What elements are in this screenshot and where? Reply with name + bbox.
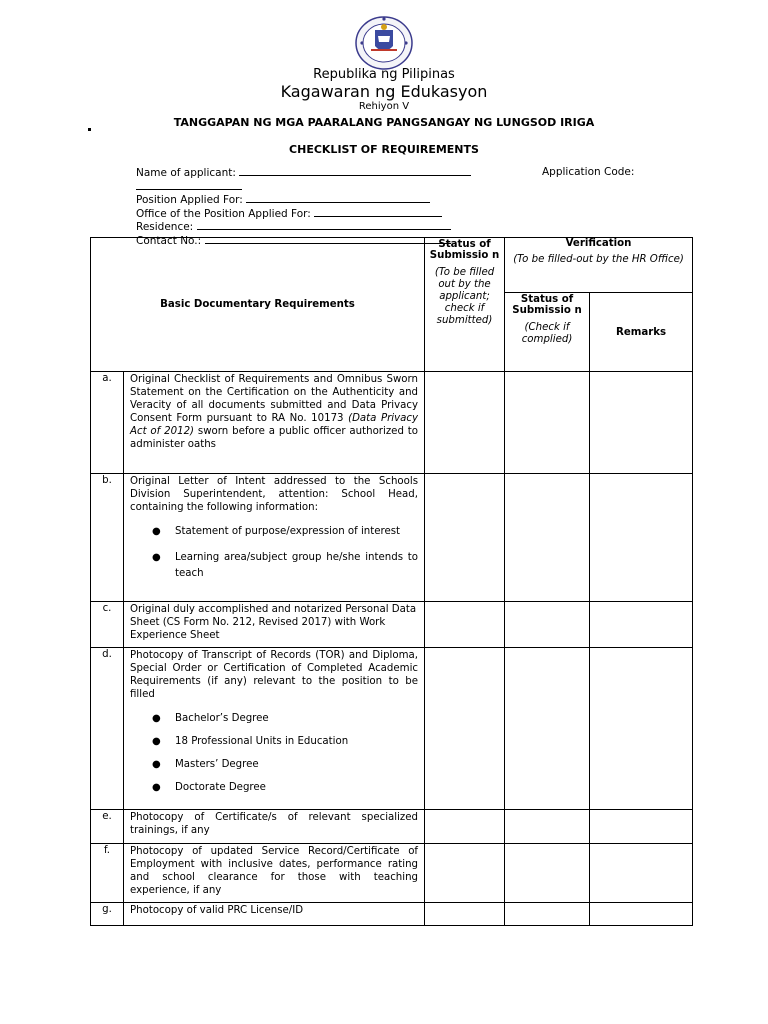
row-letter: f.	[91, 844, 124, 903]
row-requirement: Original duly accomplished and notarized Personal Data Sheet (CS Form No. 212, Revised 2017) with Work Experience Sheet	[124, 602, 425, 648]
row-text: Original Letter of Intent addressed to the Schools Division Superintendent, attention: School Head, containing the following information:	[130, 476, 419, 513]
hr-check-cell[interactable]	[505, 844, 590, 903]
name-continuation-row	[136, 180, 471, 194]
table-row	[91, 474, 693, 602]
row-letter: d.	[91, 648, 124, 810]
residence-field-line[interactable]	[197, 220, 451, 230]
row-letter: b.	[91, 474, 124, 602]
residence-row	[136, 220, 471, 234]
department-heading: Kagawaran ng Edukasyon	[280, 82, 488, 101]
remarks-cell[interactable]	[590, 903, 693, 926]
hr-check-cell[interactable]	[505, 648, 590, 810]
position-label: Position Applied For:	[136, 194, 243, 206]
office-row	[136, 207, 471, 221]
division-office-heading: TANGGAPAN NG MGA PAARALANG PANGSANGAY NG LUNGSOD IRIGA	[173, 116, 595, 129]
bullet-item: ● Learning area/subject group he/she intends to teach	[130, 550, 418, 582]
republic-heading: Republika ng Pilipinas	[313, 67, 455, 82]
office-label: Office of the Position Applied For:	[136, 207, 311, 220]
row-text-italic: (Data Privacy Act of 2012)	[130, 413, 419, 437]
applicant-fields	[136, 166, 471, 247]
remarks-cell[interactable]	[590, 602, 693, 648]
header-remarks: Remarks	[590, 293, 693, 372]
table-row	[91, 648, 693, 810]
region-heading: Rehiyon V	[358, 101, 410, 112]
row-text: Original Checklist of Requirements and Omnibus Sworn Statement on the Certification on the Authenticity and Veracity of all documents submitted and Data Privacy Consent Form pursuant to RA No. 10173	[130, 374, 419, 424]
row-letter: a.	[91, 372, 124, 474]
table-row	[91, 602, 693, 648]
row-requirement: Photocopy of Certificate/s of relevant specialized trainings, if any	[124, 810, 425, 844]
hr-check-cell[interactable]	[505, 474, 590, 602]
position-field-line[interactable]	[246, 193, 430, 203]
header-applicant-status-note: (To be filled out by the applicant; check if submitted)	[434, 267, 495, 326]
remarks-cell[interactable]	[590, 372, 693, 474]
requirements-table	[90, 234, 693, 926]
applicant-check-cell[interactable]	[425, 372, 505, 474]
bullet-item: ● Bachelor’s Degree	[130, 711, 418, 727]
residence-label: Residence:	[136, 221, 194, 233]
hr-check-cell[interactable]	[505, 903, 590, 926]
header-verif-status-title: Status of Submissio n	[512, 294, 582, 316]
row-letter: c.	[91, 602, 124, 648]
row-requirement	[124, 474, 425, 602]
remarks-cell[interactable]	[590, 844, 693, 903]
applicant-check-cell[interactable]	[425, 648, 505, 810]
applicant-check-cell[interactable]	[425, 903, 505, 926]
position-row	[136, 193, 471, 207]
applicant-check-cell[interactable]	[425, 810, 505, 844]
application-code-label: Application Code:	[542, 166, 635, 178]
office-field-line[interactable]	[314, 207, 442, 217]
applicant-check-cell[interactable]	[425, 844, 505, 903]
row-requirement	[124, 372, 425, 474]
remarks-cell[interactable]	[590, 474, 693, 602]
hr-check-cell[interactable]	[505, 372, 590, 474]
stray-dot	[88, 128, 91, 131]
header-applicant-status-title: Status of Submissio n	[429, 239, 500, 261]
bullet-item: ● 18 Professional Units in Education	[130, 734, 418, 750]
name-field-line-2[interactable]	[136, 180, 242, 190]
bullet-item: ● Masters’ Degree	[130, 757, 418, 773]
row-requirement: Photocopy of valid PRC License/ID	[124, 903, 425, 926]
header-basic-requirements: Basic Documentary Requirements	[91, 238, 425, 372]
header-verif-status	[505, 293, 590, 372]
name-field-line[interactable]	[239, 166, 471, 176]
header-verif-status-note: (Check if complied)	[521, 322, 573, 345]
contact-label: Contact No.:	[136, 234, 202, 247]
row-requirement: Photocopy of updated Service Record/Certificate of Employment with inclusive dates, performance rating and school clearance for those with teaching experience, if any	[124, 844, 425, 903]
applicant-check-cell[interactable]	[425, 602, 505, 648]
document-title: CHECKLIST OF REQUIREMENTS	[289, 143, 479, 156]
hr-check-cell[interactable]	[505, 810, 590, 844]
bullet-item: ● Statement of purpose/expression of interest	[130, 524, 418, 540]
remarks-cell[interactable]	[590, 648, 693, 810]
bullet-item: ● Doctorate Degree	[130, 780, 418, 796]
table-row	[91, 810, 693, 844]
header-verification	[505, 238, 693, 293]
remarks-cell[interactable]	[590, 810, 693, 844]
header-verification-note: (To be filled-out by the HR Office)	[513, 254, 684, 265]
table-row	[91, 903, 693, 926]
hr-check-cell[interactable]	[505, 602, 590, 648]
row-letter: g.	[91, 903, 124, 926]
row-bullet-list	[130, 711, 418, 796]
applicant-check-cell[interactable]	[425, 474, 505, 602]
table-row	[91, 372, 693, 474]
row-bullet-list	[130, 524, 418, 582]
row-text-end: sworn before a public officer authorized to administer oaths	[130, 426, 419, 450]
table-row	[91, 844, 693, 903]
row-requirement	[124, 648, 425, 810]
row-letter: e.	[91, 810, 124, 844]
header-applicant-status	[425, 238, 505, 372]
name-label: Name of applicant:	[136, 167, 236, 179]
name-row	[136, 166, 471, 180]
deped-seal-logo	[354, 16, 414, 70]
header-verification-title: Verification	[565, 238, 632, 249]
row-text: Photocopy of Transcript of Records (TOR) and Diploma, Special Order or Certification of Completed Academic Requirements (if any) relevant to the position to be filled	[130, 650, 419, 700]
